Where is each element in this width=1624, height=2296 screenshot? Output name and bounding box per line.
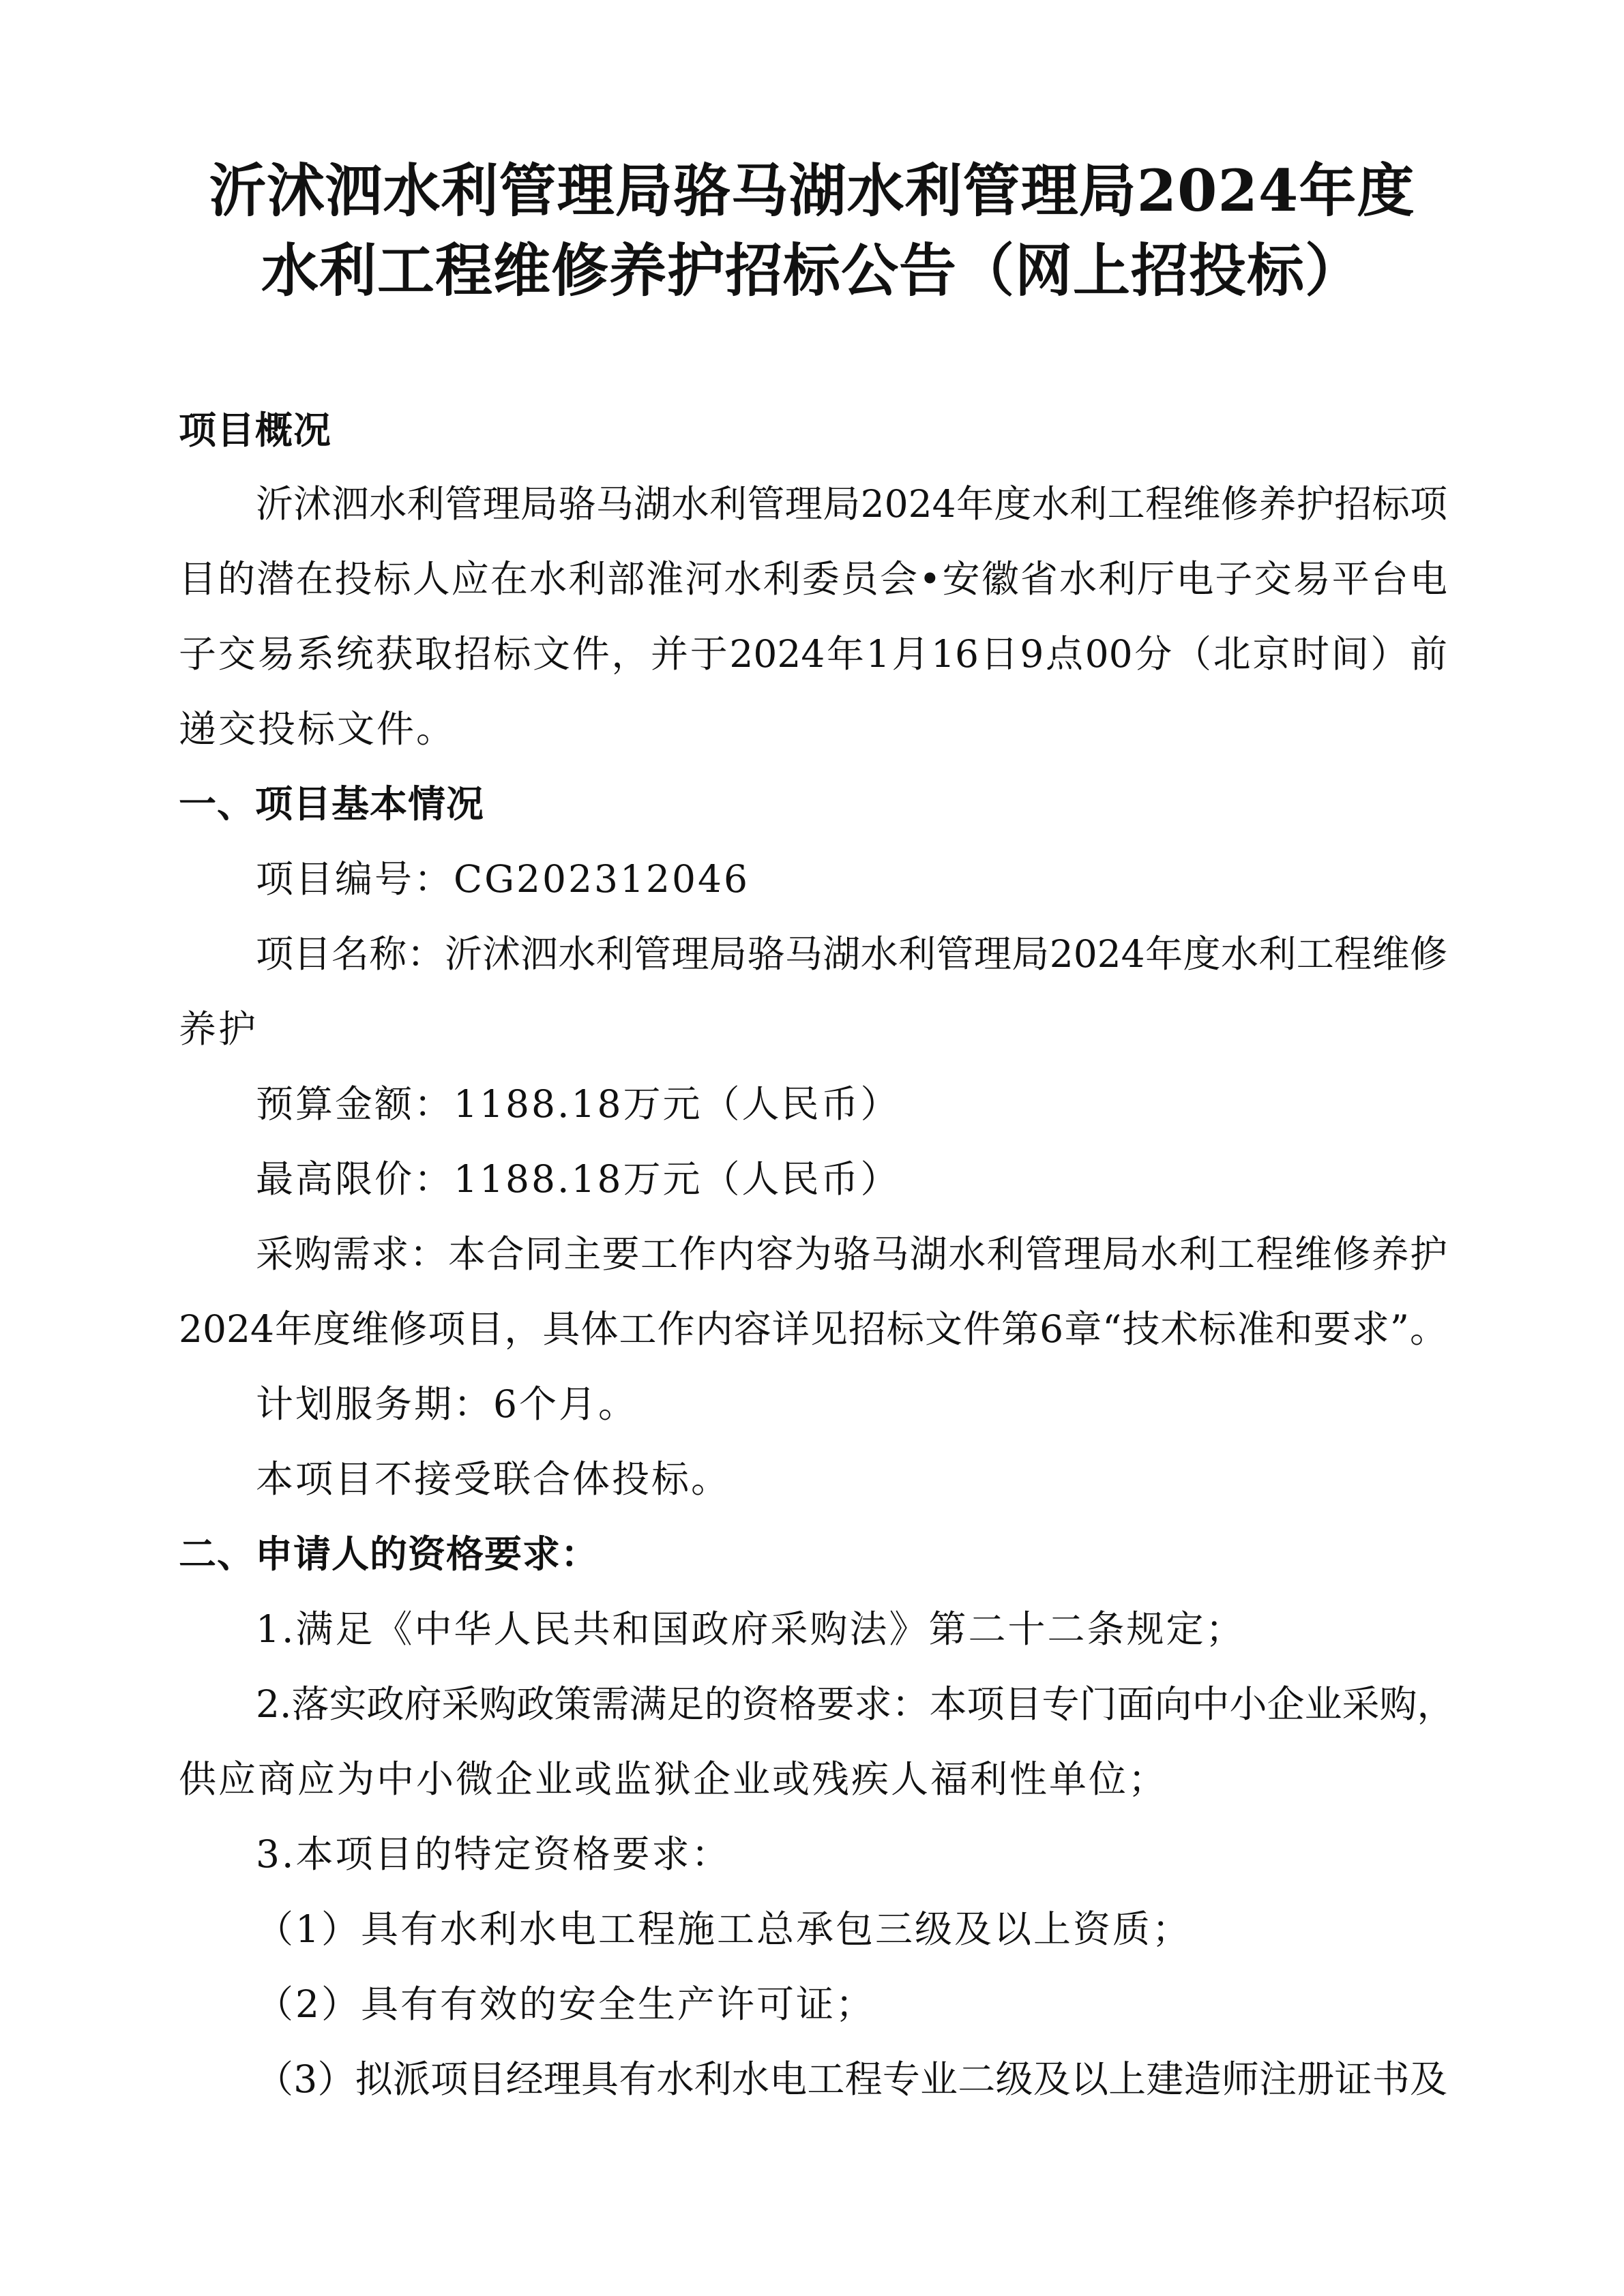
requirement-item-2-continued: 供应商应为中小微企业或监狱企业或残疾人福利性单位；	[179, 1757, 1168, 1801]
service-period: 计划服务期：6个月。	[256, 1382, 638, 1426]
overview-paragraph-line: 递交投标文件。	[179, 707, 456, 751]
project-number: 项目编号：CG202312046	[256, 857, 750, 901]
overview-paragraph-line: 目的潜在投标人应在水利部淮河水利委员会•安徽省水利厅电子交易平台电	[179, 557, 1447, 601]
section2-heading: 二、申请人的资格要求：	[179, 1532, 600, 1576]
project-name-continued: 养护	[179, 1007, 259, 1051]
procurement-demand-continued: 2024年度维修项目，具体工作内容详见招标文件第6章“技术标准和要求”。	[179, 1307, 1447, 1351]
document-title-line-2: 水利工程维修养护招标公告（网上招投标）	[261, 237, 1363, 304]
requirement-sub-2: （2）具有有效的安全生产许可证；	[256, 1982, 875, 2026]
overview-paragraph-line: 沂沭泗水利管理局骆马湖水利管理局2024年度水利工程维修养护招标项	[256, 482, 1447, 526]
requirement-sub-3: （3）拟派项目经理具有水利水电工程专业二级及以上建造师注册证书及	[256, 2057, 1447, 2101]
project-name: 项目名称：沂沭泗水利管理局骆马湖水利管理局2024年度水利工程维修	[256, 932, 1447, 976]
requirement-sub-1: （1）具有水利水电工程施工总承包三级及以上资质；	[256, 1907, 1192, 1951]
requirement-item-2: 2.落实政府采购政策需满足的资格要求：本项目专门面向中小企业采购，	[256, 1682, 1455, 1726]
consortium-note: 本项目不接受联合体投标。	[256, 1457, 731, 1501]
max-price: 最高限价：1188.18万元（人民币）	[256, 1157, 900, 1201]
overview-paragraph-line: 子交易系统获取招标文件，并于2024年1月16日9点00分（北京时间）前	[179, 632, 1447, 676]
overview-heading: 项目概况	[179, 408, 332, 452]
requirement-item-3: 3.本项目的特定资格要求：	[256, 1832, 731, 1876]
procurement-demand: 采购需求：本合同主要工作内容为骆马湖水利管理局水利工程维修养护	[256, 1232, 1447, 1276]
budget-amount: 预算金额：1188.18万元（人民币）	[256, 1082, 900, 1126]
document-title-line-1: 沂沭泗水利管理局骆马湖水利管理局2024年度	[209, 157, 1415, 224]
requirement-item-1: 1.满足《中华人民共和国政府采购法》第二十二条规定；	[256, 1607, 1245, 1651]
section1-heading: 一、项目基本情况	[179, 782, 485, 826]
